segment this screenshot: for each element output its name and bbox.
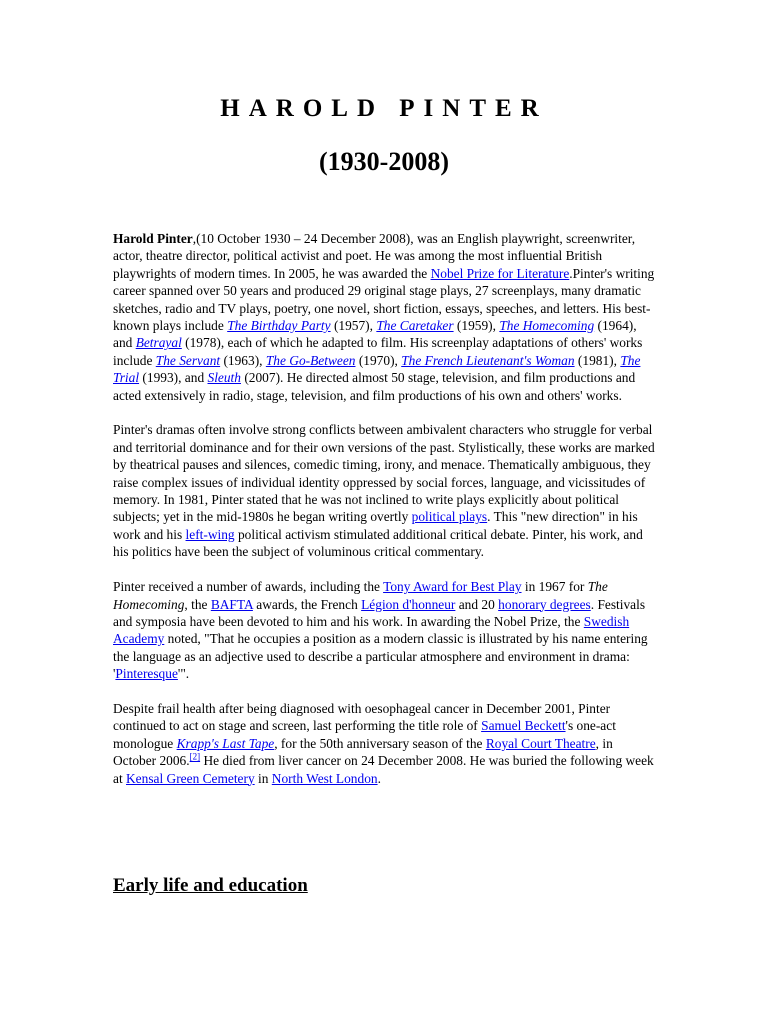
link-servant[interactable]: The Servant xyxy=(155,352,221,368)
text: .Pinter's writing career spanned over 50 years and produced 29 original stage plays, 27 screenplays, many dramatic sketches, radio and TV plays, poetry, one novel, short fiction, essays, speeches, and letters. His best-known plays include xyxy=(113,265,655,334)
title-homecoming: The Homecoming xyxy=(113,579,608,612)
paragraph-intro xyxy=(113,230,658,404)
link-birthday-party[interactable]: The Birthday Party xyxy=(227,318,331,334)
text: . This "new direction" in his work and his xyxy=(113,509,638,542)
link-kensal-green-cemetery[interactable]: Kensal Green Cemetery xyxy=(126,770,255,786)
text: He died from liver cancer on 24 December 2008. He was buried the following week at xyxy=(113,753,654,786)
text: political activism stimulated additional critical debate. Pinter, his work, and his politics have been the subject of voluminous critical commentary. xyxy=(113,526,643,560)
paragraph-awards xyxy=(113,578,658,682)
text: (1970), xyxy=(355,352,402,368)
text: (1978), each of which he adapted to film. His screenplay adaptations of others' works include xyxy=(113,335,643,368)
link-bafta[interactable]: BAFTA xyxy=(210,596,253,612)
text: . Festivals and symposia have been devoted to him and his work. In awarding the Nobel Prize, the xyxy=(113,596,646,629)
text: '". xyxy=(177,666,190,682)
link-homecoming[interactable]: The Homecoming xyxy=(499,318,595,334)
text: (1963), xyxy=(220,352,266,368)
citation-link[interactable]: [2] xyxy=(189,751,201,762)
link-royal-court-theatre[interactable]: Royal Court Theatre xyxy=(485,735,596,751)
text: (1993), and xyxy=(139,370,208,386)
link-betrayal[interactable]: Betrayal xyxy=(135,335,182,351)
text: (1964), and xyxy=(113,318,637,351)
document-title: HAROLD PINTER xyxy=(220,95,548,122)
subject-name: Harold Pinter xyxy=(113,231,193,246)
link-go-between[interactable]: The Go-Between xyxy=(265,352,356,368)
text: and 20 xyxy=(455,596,499,612)
paragraph-later-life xyxy=(113,700,658,787)
text: (1981), xyxy=(574,352,621,368)
link-pinteresque[interactable]: Pinteresque xyxy=(115,666,178,682)
link-north-west-london[interactable]: North West London xyxy=(271,770,378,786)
text: noted, "That he occupies a position as a modern classic is illustrated by his name entering the language as an adjective used to describe a particular atmosphere and environment in drama: ' xyxy=(113,631,648,682)
link-samuel-beckett[interactable]: Samuel Beckett xyxy=(481,718,566,734)
link-french-lieutenants-woman[interactable]: The French Lieutenant's Woman xyxy=(401,352,575,368)
text: in xyxy=(254,770,272,786)
text: (2007). He directed almost 50 stage, television, and film productions and acted extensively in radio, stage, television, and film productions of his own and others' works. xyxy=(113,370,636,403)
text: in 1967 for xyxy=(521,579,588,595)
text: (1959), xyxy=(453,318,500,334)
section-heading: Early life and education xyxy=(113,875,308,896)
link-krapps-last-tape[interactable]: Krapp's Last Tape xyxy=(176,735,275,751)
link-legion-honneur[interactable]: Légion d'honneur xyxy=(361,596,456,612)
text: , in October 2006. xyxy=(113,735,613,769)
link-left-wing[interactable]: left-wing xyxy=(185,526,235,542)
text: , for the 50th anniversary season of the xyxy=(274,735,486,751)
text: , the xyxy=(184,596,211,612)
paragraph-dramas xyxy=(113,421,658,560)
link-trial[interactable]: The Trial xyxy=(113,352,641,386)
link-tony-award[interactable]: Tony Award for Best Play xyxy=(383,579,522,595)
text: Pinter received a number of awards, including the xyxy=(113,579,384,595)
text: . xyxy=(377,770,381,786)
text: Pinter's dramas often involve strong conflicts between ambivalent characters who struggle for verbal and territorial dominance and for their own versions of the past. Stylistically, these works are marked by theatrical pauses and silences, comedic timing, irony, and menace. Thematically ambiguous, they raise complex issues of individual identity oppressed by social forces, language, and vicissitudes of memory. In 1981, Pinter stated that he was not inclined to write plays explicitly about political subjects; yet in the mid-1980s he began writing overtly xyxy=(113,422,655,525)
text: Despite frail health after being diagnosed with oesophageal cancer in December 2001, Pinter continued to act on stage and screen, last performing the title role of xyxy=(113,700,611,734)
text: 's one-act monologue xyxy=(113,718,616,751)
text: ,(10 October 1930 – 24 December 2008), was an English playwright, screenwriter, actor, theatre director, political activist and poet. He was among the most influential British playwrights of modern times. In 2005, he was awarded the xyxy=(113,231,636,281)
link-caretaker[interactable]: The Caretaker xyxy=(376,318,454,334)
link-sleuth[interactable]: Sleuth xyxy=(207,370,241,386)
link-swedish-academy[interactable]: Swedish Academy xyxy=(113,613,630,647)
link-political-plays[interactable]: political plays xyxy=(411,509,488,525)
document-years: (1930-2008) xyxy=(319,147,449,176)
link-nobel-prize[interactable]: Nobel Prize for Literature xyxy=(430,265,570,281)
text: awards, the French xyxy=(252,596,362,612)
article-body xyxy=(113,230,658,804)
link-honorary-degrees[interactable]: honorary degrees xyxy=(498,596,591,612)
text: (1957), xyxy=(330,318,377,334)
